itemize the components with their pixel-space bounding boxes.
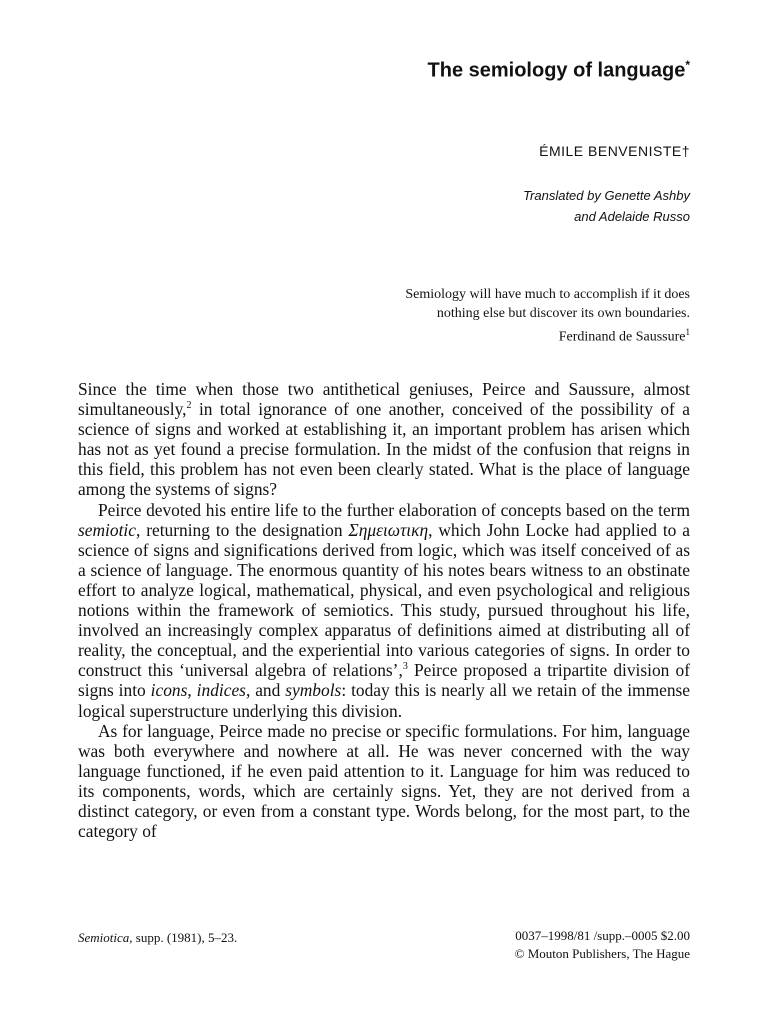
p1-text-a: Since the time when those two antithetical geniuses, Peirce and Saussure, almost simultaneously,	[78, 379, 690, 420]
epigraph-quote: Semiology will have much to accomplish if it does nothing else but discover its own boundaries.	[405, 287, 690, 321]
greek-term: Σημειωτικη	[348, 519, 429, 540]
epigraph-attribution	[370, 323, 690, 347]
article-body	[78, 379, 690, 841]
term-icons: icons	[150, 680, 188, 701]
title-text: The semiology of language	[427, 59, 686, 82]
title-footnote-mark: *	[685, 58, 690, 72]
p2-text-d: Peirce proposed a tripartite division of signs into	[78, 660, 690, 701]
p2-text-c: , which John Locke had applied to a science of signs and significations derived from logic, which was itself conceived of as a science of language. The enormous quantity of his notes bears witness to an obstinate effort to analyze logical, mathematical, physical, and even psychological and religious notions within the framework of semiotics. This study, pursued throughout his life, involved an increasingly complex apparatus of definitions aimed at distributing all of reality, the conceptual, and the experiential into various categories of signs. In order to construct this ‘universal algebra of relations’,	[78, 519, 690, 681]
publisher-line: © Mouton Publishers, The Hague	[514, 946, 690, 961]
journal-name: Semiotica	[78, 930, 130, 945]
translator-line-1: Translated by Genette Ashby	[523, 188, 690, 203]
p1-text-b: in total ignorance of one another, conceived of the possibility of a science of signs and worked at establishing it, an important problem has arisen which has not as yet found a precise formulation. In the midst of the confusion that reigns in this field, this problem has not even been clearly stated. What is the place of language among the systems of signs?	[78, 399, 690, 500]
p2-text-e: : today this is nearly all we retain of the immense logical superstructure underlying this division.	[78, 680, 691, 721]
footnote-ref-2: 2	[186, 400, 192, 412]
footnote-ref-1: 1	[685, 327, 690, 337]
citation-details: , supp. (1981), 5–23.	[129, 930, 238, 945]
epigraph	[370, 285, 690, 347]
issn-code: 0037–1998/81 /supp.–0005 $2.00	[515, 928, 690, 943]
publication-info	[515, 927, 690, 963]
footnote-ref-3: 3	[402, 661, 408, 673]
p2-sep-1: ,	[187, 680, 197, 701]
epigraph-author: Ferdinand de Saussure	[558, 329, 686, 345]
translator-credit	[523, 185, 690, 227]
p2-text-a: Peirce devoted his entire life to the further elaboration of concepts based on the term	[98, 499, 690, 520]
journal-citation	[78, 930, 237, 946]
article-title	[428, 58, 690, 83]
paragraph-2	[78, 500, 690, 721]
p2-sep-2: , and	[245, 680, 286, 701]
paragraph-1	[78, 379, 690, 500]
author-name: ÉMILE BENVENISTE†	[539, 143, 690, 159]
p2-text-b: , returning to the designation	[135, 519, 349, 540]
term-semiotic: semiotic	[78, 519, 136, 540]
translator-line-2: and Adelaide Russo	[574, 209, 690, 224]
paragraph-3: As for language, Peirce made no precise or specific formulations. For him, language was both everywhere and nowhere at all. He was never concerned with the way language functioned, if he even paid attention to it. Language for him was reduced to its components, words, which are certainly signs. Yet, they are not derived from a distinct category, or even from a constant type. Words belong, for the most part, to the category of	[78, 720, 690, 842]
term-symbols: symbols	[285, 680, 342, 701]
term-indices: indices	[196, 680, 246, 701]
